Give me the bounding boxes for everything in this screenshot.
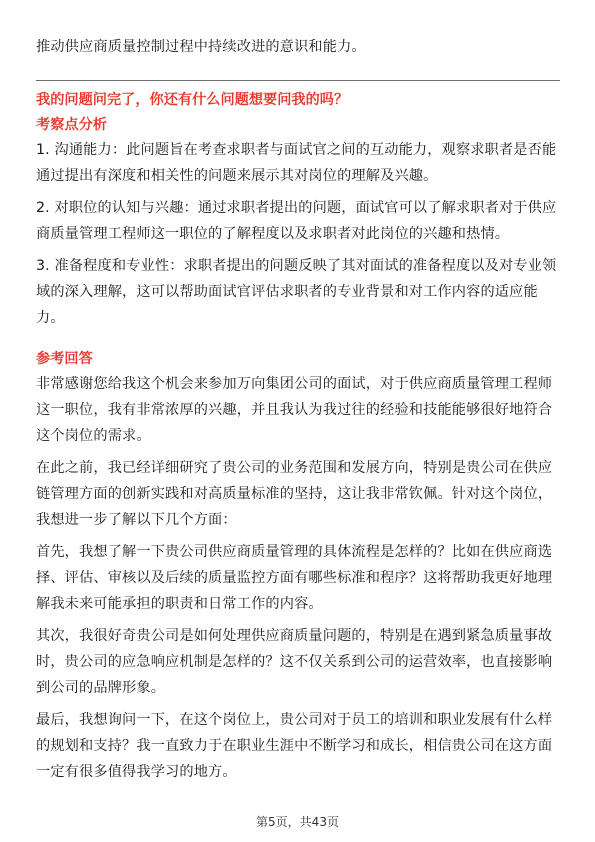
reference-answer-heading: 参考回答 — [36, 351, 93, 367]
answer-paragraph: 首先，我想了解一下贵公司供应商质量管理的具体流程是怎样的？比如在供应商选择、评估、审核以及后续的质量监控方面有哪些标准和程序？这将帮助我更好地理解我未来可能承担的职责和日常工作的内容。 — [36, 544, 553, 612]
analysis-heading: 考察点分析 — [36, 117, 107, 133]
analysis-item: 1. 沟通能力：此问题旨在考查求职者与面试官之间的互动能力，观察求职者是否能通过提出有深度和相关性的问题来展示其对岗位的理解及兴趣。 — [36, 142, 557, 184]
analysis-item: 3. 准备程度和专业性：求职者提出的问题反映了其对面试的准备程度以及对专业领域的深入理解，这可以帮助面试官评估求职者的专业背景和对工作内容的适应能力。 — [36, 258, 557, 326]
interview-question: 我的问题问完了，你还有什么问题想要问我的吗？ — [36, 92, 349, 108]
document-page — [36, 34, 560, 785]
answer-paragraph: 其次，我很好奇贵公司是如何处理供应商质量问题的，特别是在遇到紧急质量事故时，贵公司的应急响应机制是怎样的？这不仅关系到公司的运营效率，也直接影响到公司的品牌形象。 — [36, 628, 553, 696]
answer-paragraph: 非常感谢您给我这个机会来参加万向集团公司的面试，对于供应商质量管理工程师这一职位，我有非常浓厚的兴趣，并且我认为我过往的经验和技能能够很好地符合这个岗位的需求。 — [36, 376, 553, 444]
analysis-item: 2. 对职位的认知与兴趣：通过求职者提出的问题，面试官可以了解求职者对于供应商质量管理工程师这一职位的了解程度以及求职者对此岗位的兴趣和热情。 — [36, 200, 557, 242]
intro-paragraph-tail: 推动供应商质量控制过程中持续改进的意识和能力。 — [36, 39, 366, 55]
answer-paragraph: 在此之前，我已经详细研究了贵公司的业务范围和发展方向，特别是贵公司在供应链管理方面的创新实践和对高质量标准的坚持，这让我非常钦佩。针对这个岗位，我想进一步了解以下几个方面： — [36, 460, 553, 528]
page-number-footer: 第5页，共43页 — [256, 815, 339, 829]
reference-answer-body — [36, 371, 560, 785]
analysis-list — [36, 137, 560, 331]
answer-paragraph: 最后，我想询问一下，在这个岗位上，贵公司对于员工的培训和职业发展有什么样的规划和支持？我一直致力于在职业生涯中不断学习和成长，相信贵公司在这方面一定有很多值得我学习的地方。 — [36, 712, 553, 780]
section-divider — [36, 80, 560, 81]
